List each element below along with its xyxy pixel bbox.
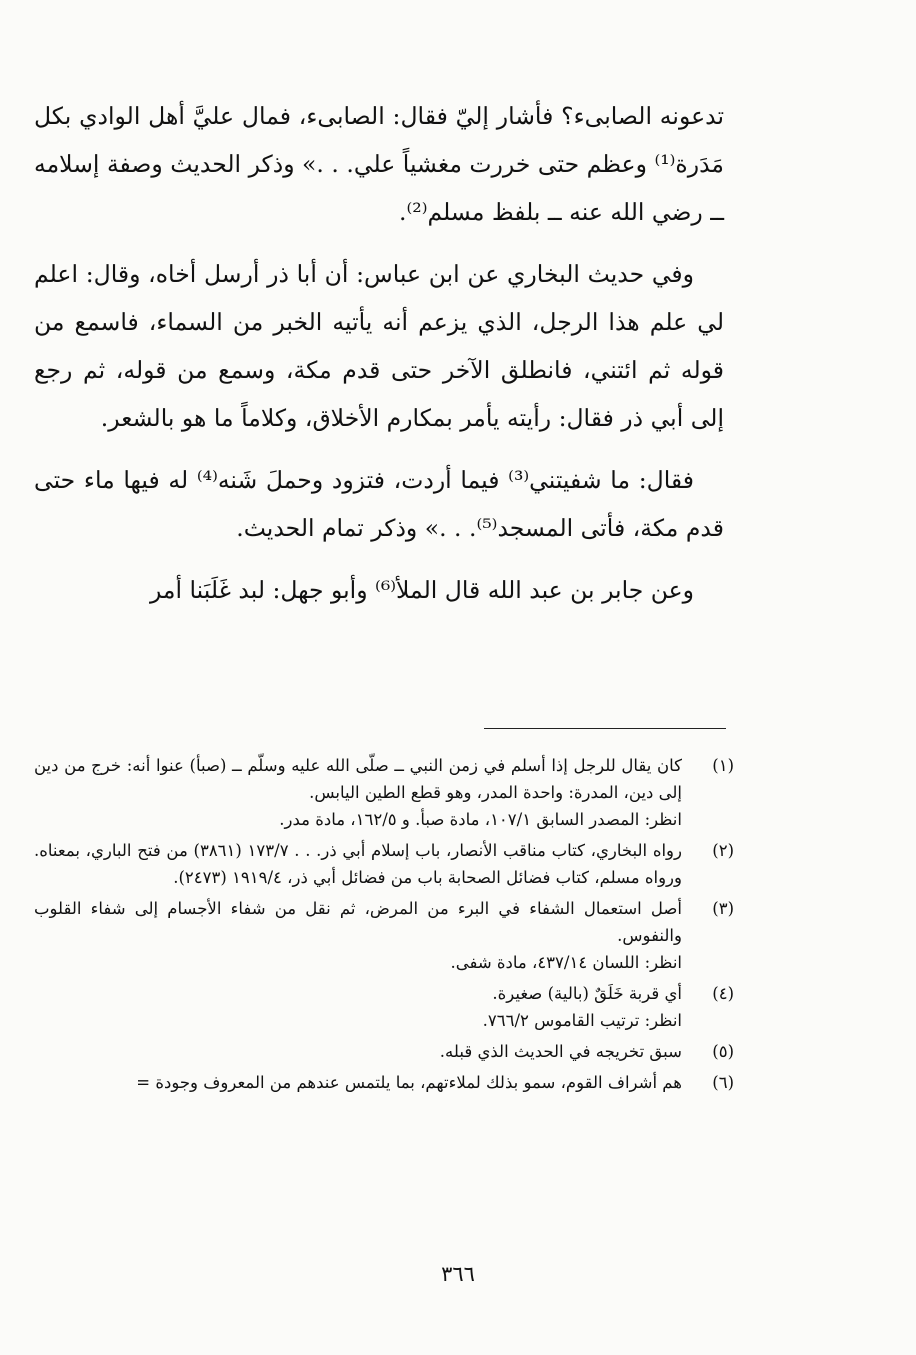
footnote-text: انظر: ترتيب القاموس ٧٦٦/٢.: [482, 1011, 682, 1030]
main-text: [34, 92, 724, 628]
paragraph-1: تدعونه الصابىء؟ فأشار إليّ فقال: الصابىء، فمال عليَّ أهل الوادي بكل مَدَرة⁽¹⁾ وعظم حتى خررت مغشياً علي. . .» وذكر الحديث وصفة إسلامه ــ رضي الله عنه ــ بلفظ مسلم⁽²⁾.: [34, 102, 724, 226]
footnote-text: سبق تخريجه في الحديث الذي قبله.: [439, 1042, 682, 1061]
footnote-text: كان يقال للرجل إذا أسلم في زمن النبي ــ صلّى الله عليه وسلّم ــ (صبأ) عنوا أنه: خرج من دين إلى دين، المدرة: واحدة المدر، وهو قطع الطين اليابس.: [34, 756, 682, 802]
footnote-2: [34, 837, 734, 891]
paragraph-3: فقال: ما شفيتني⁽³⁾ فيما أردت، فتزود وحملَ شَنه⁽⁴⁾ له فيها ماء حتى قدم مكة، فأتى المسجد⁽⁵⁾. . .» وذكر تمام الحديث.: [34, 466, 724, 542]
footnote-number: (١): [712, 756, 734, 775]
footnote-text: هم أشراف القوم، سمو بذلك لملاءتهم، بما يلتمس عندهم من المعروف وجودة =: [136, 1073, 682, 1092]
footnote-4: [34, 980, 734, 1034]
footnote-5: [34, 1038, 734, 1065]
footnote-3: [34, 895, 734, 976]
paragraph-2: وفي حديث البخاري عن ابن عباس: أن أبا ذر أرسل أخاه، وقال: اعلم لي علم هذا الرجل، الذي يزعم أنه يأتيه الخبر من السماء، فاسمع من قوله ثم ائتني، فانطلق الآخر حتى قدم مكة، وسمع من قوله، ثم رجع إلى أبي ذر فقال: رأيته يأمر بمكارم الأخلاق، وكلاماً ما هو بالشعر.: [34, 260, 724, 432]
footnote-number: (٢): [712, 841, 734, 860]
footnote-number: (٤): [712, 984, 734, 1003]
footnotes: [34, 752, 734, 1100]
footnote-1: [34, 752, 734, 833]
page-number: ٣٦٦: [441, 1262, 475, 1286]
footnote-separator: [484, 728, 726, 729]
footnote-6: [34, 1069, 734, 1096]
paragraph-4: وعن جابر بن عبد الله قال الملأ⁽⁶⁾ وأبو جهل: لبد غَلَبَنا أمر: [149, 576, 694, 604]
footnote-number: (٦): [712, 1073, 734, 1092]
footnote-text: رواه البخاري، كتاب مناقب الأنصار، باب إسلام أبي ذر. . . ١٧٣/٧ (٣٨٦١) من فتح الباري، بمعناه. ورواه مسلم، كتاب فضائل الصحابة باب من فضائل أبي ذر، ١٩١٩/٤ (٢٤٧٣).: [34, 841, 682, 887]
footnote-text: انظر: اللسان ٤٣٧/١٤، مادة شفى.: [450, 953, 682, 972]
footnote-text: أصل استعمال الشفاء في البرء من المرض، ثم نقل من شفاء الأجسام إلى شفاء القلوب والنفوس.: [34, 899, 682, 945]
footnote-text: أي قربة خَلَقٌ (بالية) صغيرة.: [492, 984, 682, 1003]
footnote-text: انظر: المصدر السابق ١٠٧/١، مادة صبأ. و ١٦٢/٥، مادة مدر.: [279, 810, 682, 829]
footnote-number: (٣): [712, 899, 734, 918]
footnote-number: (٥): [712, 1042, 734, 1061]
